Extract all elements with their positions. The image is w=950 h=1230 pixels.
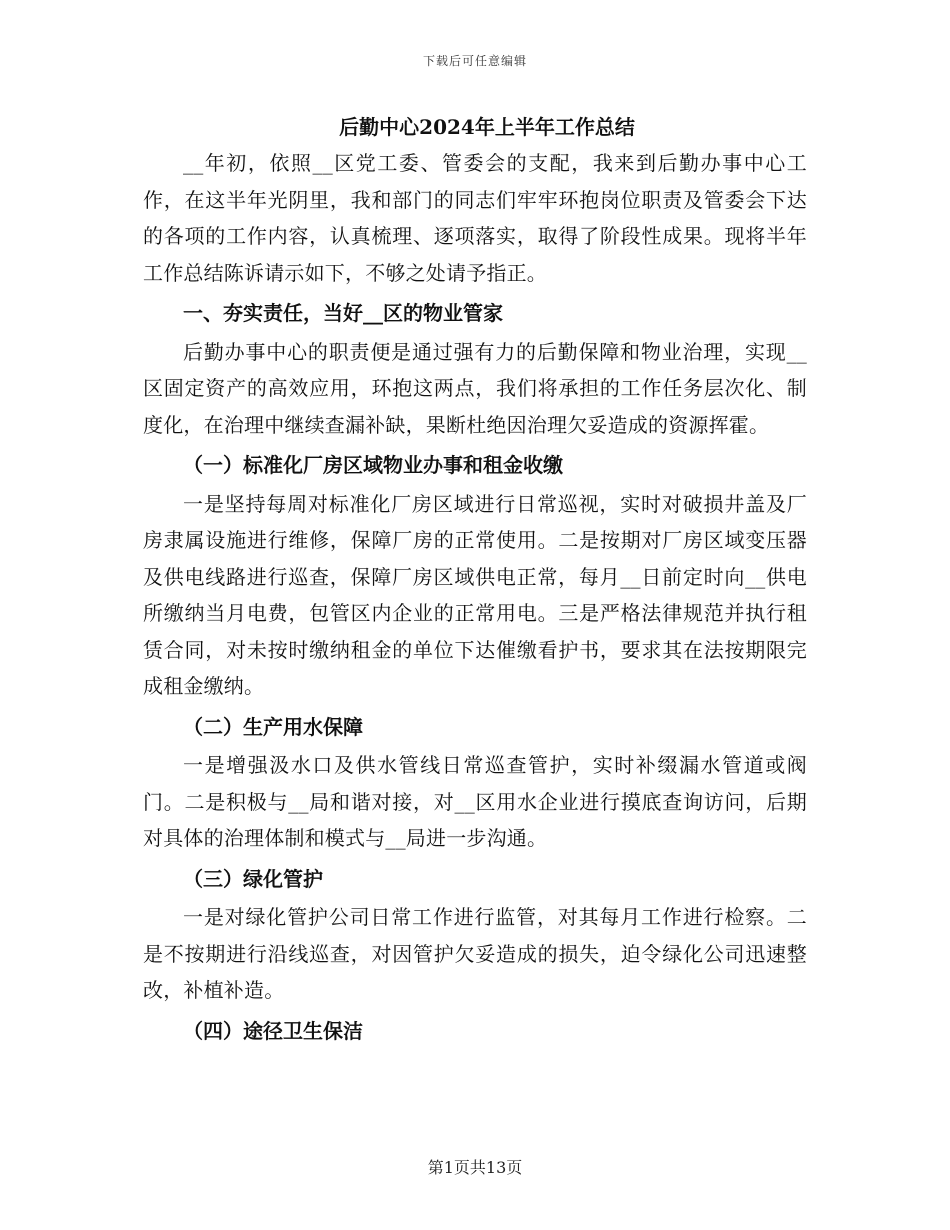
subsection-heading-2: （二）生产用水保障 <box>183 714 363 739</box>
header-note: 下载后可任意编辑 <box>422 54 527 68</box>
subsection-2-paragraph: 一是增强汲水口及供水管线日常巡查管护，实时补缀漏水管道或阀门。二是积极与__局和谐对接，对__区用水企业进行摸底查询访问，后期对具体的治理体制和模式与__局进一步沟通。 <box>143 753 807 850</box>
subsection-1-paragraph: 一是坚持每周对标准化厂房区域进行日常巡视，实时对破损井盖及厂房隶属设施进行维修，保障厂房的正常使用。二是按期对厂房区域变压器及供电线路进行巡查，保障厂房区域供电正常，每月__日前定时向__供电所缴纳当月电费，包管区内企业的正常用电。三是严格法律规范并执行租赁合同，对未按时缴纳租金的单位下达催缴看护书，要求其在法按期限完成租金缴纳。 <box>143 491 807 698</box>
intro-paragraph: __年初，依照__区党工委、管委会的支配，我来到后勤办事中心工作，在这半年光阴里，我和部门的同志们牢牢环抱岗位职责及管委会下达的各项的工作内容，认真梳理、逐项落实，取得了阶段性成果。现将半年工作总结陈诉请示如下，不够之处请予指正。 <box>143 151 807 285</box>
document-content <box>143 109 807 1051</box>
page-footer: 第1页共13页 <box>427 1158 523 1177</box>
subsection-heading-4: （四）途径卫生保洁 <box>183 1018 363 1043</box>
subsection-heading-3: （三）绿化管护 <box>183 866 323 891</box>
section-1-paragraph: 后勤办事中心的职责便是通过强有力的后勤保障和物业治理，实现__区固定资产的高效应用，环抱这两点，我们将承担的工作任务层次化、制度化，在治理中继续查漏补缺，果断杜绝因治理欠妥造成的资源挥霍。 <box>143 339 807 437</box>
section-heading-1: 一、夯实责任，当好__区的物业管家 <box>183 301 503 325</box>
subsection-3-paragraph: 一是对绿化管护公司日常工作进行监管，对其每月工作进行检察。二是不按期进行沿线巡查，对因管护欠妥造成的损失，迫令绿化公司迅速整改，补植补造。 <box>143 905 807 1002</box>
subsection-heading-1: （一）标准化厂房区域物业办事和租金收缴 <box>183 453 563 477</box>
document-title: 后勤中心2024年上半年工作总结 <box>339 115 635 139</box>
